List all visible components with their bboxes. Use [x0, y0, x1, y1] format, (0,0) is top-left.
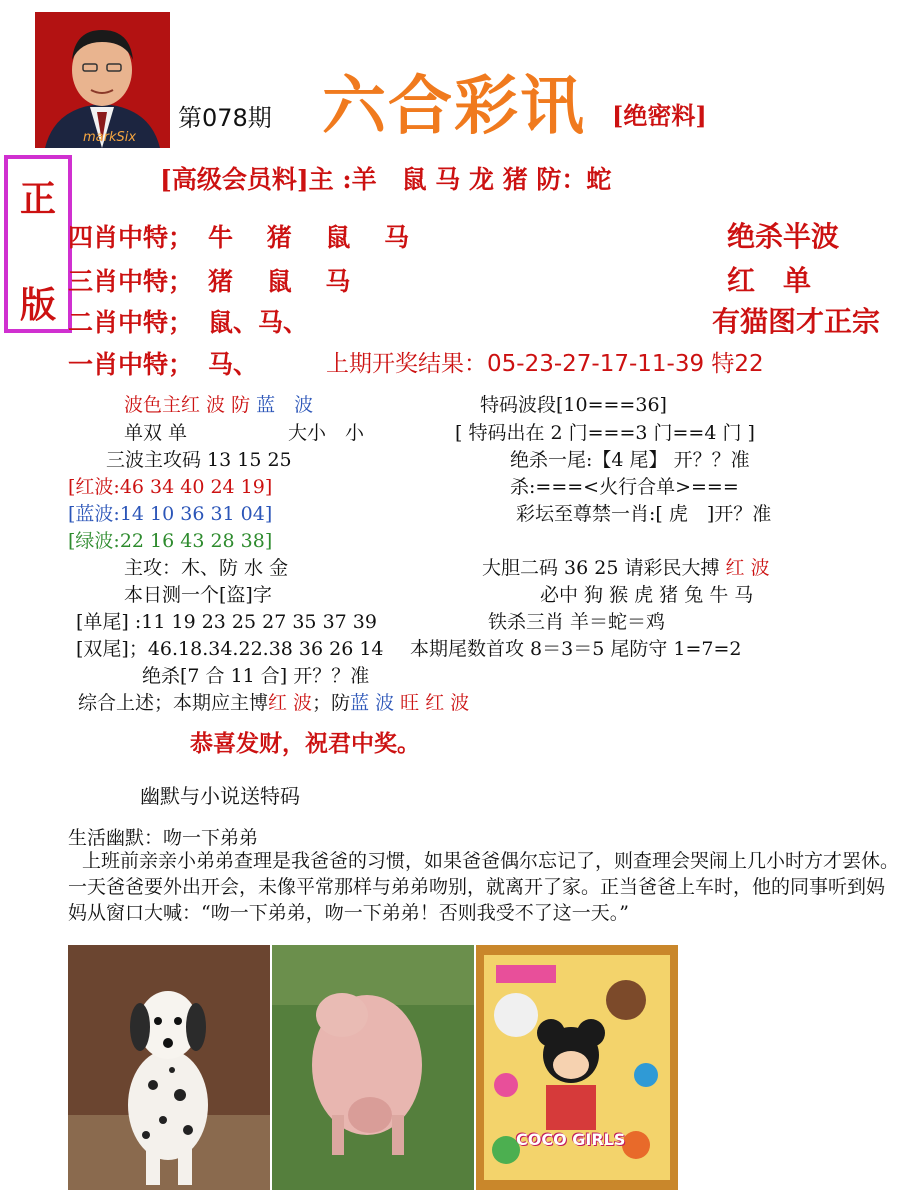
- elements: 主攻：木、防 水 金: [124, 557, 289, 579]
- wave-main-red: 红 波: [181, 394, 226, 416]
- green-wave: [绿波:22 16 43 28 38]: [68, 530, 273, 552]
- two-codes-prefix: 大胆二码 36 25 请彩民大搏: [482, 557, 720, 579]
- wave-main-prefix: 波色主: [124, 394, 182, 416]
- kill-tail: 绝杀一尾:【4 尾】 开？？准: [510, 449, 750, 471]
- vip-pick-line: [高级会员料]主 :羊 鼠 马 龙 猪 防：蛇: [160, 165, 612, 194]
- host-photo: [35, 12, 170, 148]
- story-body: 上班前亲亲小弟弟查理是我爸爸的习惯，如果爸爸偶尔忘记了，则查理会哭闹上几小时方才罢休。一天爸爸要外出开会，未像平常那样与弟弟吻别，就离开了家。正当爸爸上车时，他的同事听到妈妈从窗口大喊：“吻一下弟弟，吻一下弟弟！否则我受不了这一天。”: [68, 850, 900, 924]
- summary-prefix: 综合上述；本期应主博: [78, 692, 269, 714]
- three-wave: 三波主攻码 13 15 25: [106, 449, 292, 471]
- pick-three-value: 猪 鼠 马: [208, 267, 351, 296]
- odd-even: 单双 单: [124, 422, 188, 444]
- issue-number: 第078期: [178, 104, 272, 132]
- red-single: 红 单: [727, 264, 812, 297]
- wave-main-mid: 防: [225, 394, 257, 416]
- kill-combo: 绝杀[7 合 11 合] 开？？准: [142, 665, 370, 687]
- pick-one-label: 一肖中特；: [68, 350, 194, 379]
- pick-one-value: 马、: [208, 350, 259, 379]
- summary: [78, 688, 469, 715]
- wave-main-blue: 蓝 波: [256, 394, 314, 416]
- summary-mid: ；防: [312, 692, 351, 714]
- pick-four-value: 牛 猪 鼠 马: [208, 223, 410, 252]
- forum-pick: 彩坛至尊禁一肖:[ 虎 ]开？准: [516, 503, 772, 525]
- cartoon-picture: [476, 945, 678, 1190]
- wave-main: [124, 390, 313, 417]
- two-codes-red: 红 波: [719, 557, 770, 579]
- special-doors: [ 特码出在 2 门===3 门==4 门 ]: [455, 422, 755, 444]
- single-tail: [单尾] :11 19 23 25 27 35 37 39: [76, 611, 377, 633]
- story-heading: 生活幽默：吻一下弟弟: [68, 827, 259, 849]
- photo-watermark: markSix: [83, 130, 137, 145]
- summary-tail: 旺 红 波: [394, 692, 470, 714]
- pig-photo: [272, 945, 474, 1190]
- double-tail: [双尾]；46.18.34.22.38 36 26 14: [76, 638, 384, 660]
- special-range: 特码波段[10===36]: [480, 394, 667, 416]
- tail-attack: 本期尾数首攻 8＝3＝5 尾防守 1=7=2: [410, 638, 742, 660]
- blue-wave: [蓝波:14 10 36 31 04]: [68, 503, 273, 525]
- red-wave: [红波:46 34 40 24 19]: [68, 476, 273, 498]
- coco-girls-text: COCO GIRLS: [516, 1130, 626, 1149]
- kill-half-wave: 绝杀半波: [727, 220, 840, 253]
- pick-four-label: 四肖中特；: [68, 223, 194, 252]
- humor-title: 幽默与小说送特码: [140, 784, 300, 808]
- pick-three-label: 三肖中特；: [68, 267, 194, 296]
- iron-kill: 铁杀三肖 羊＝蛇＝鸡: [488, 611, 666, 633]
- must-hit: 必中 狗 猴 虎 猪 兔 牛 马: [540, 584, 754, 606]
- two-codes: [482, 553, 770, 580]
- thief-hint: 本日测一个[盗]字: [124, 584, 272, 606]
- badge-char-1: 正: [19, 178, 56, 220]
- page-subtitle: [绝密料]: [612, 101, 707, 130]
- badge-char-2: 版: [19, 284, 56, 326]
- pick-two-value: 鼠、马、: [208, 308, 309, 337]
- authentic-badge: [4, 155, 72, 333]
- congrats: 恭喜发财，祝君中奖。: [190, 730, 420, 757]
- genuine-note: 有猫图才正宗: [712, 305, 881, 338]
- dalmatian-photo: [68, 945, 270, 1190]
- last-result: 上期开奖结果：05-23-27-17-11-39 特22: [326, 351, 764, 377]
- pick-two-label: 二肖中特；: [68, 308, 194, 337]
- big-small: 大小 小: [288, 422, 365, 444]
- kill-fire: 杀:===<火行合单>===: [510, 476, 739, 498]
- summary-red: 红 波: [268, 692, 313, 714]
- page-title: 六合彩讯: [322, 70, 586, 144]
- summary-blue: 蓝 波: [350, 692, 395, 714]
